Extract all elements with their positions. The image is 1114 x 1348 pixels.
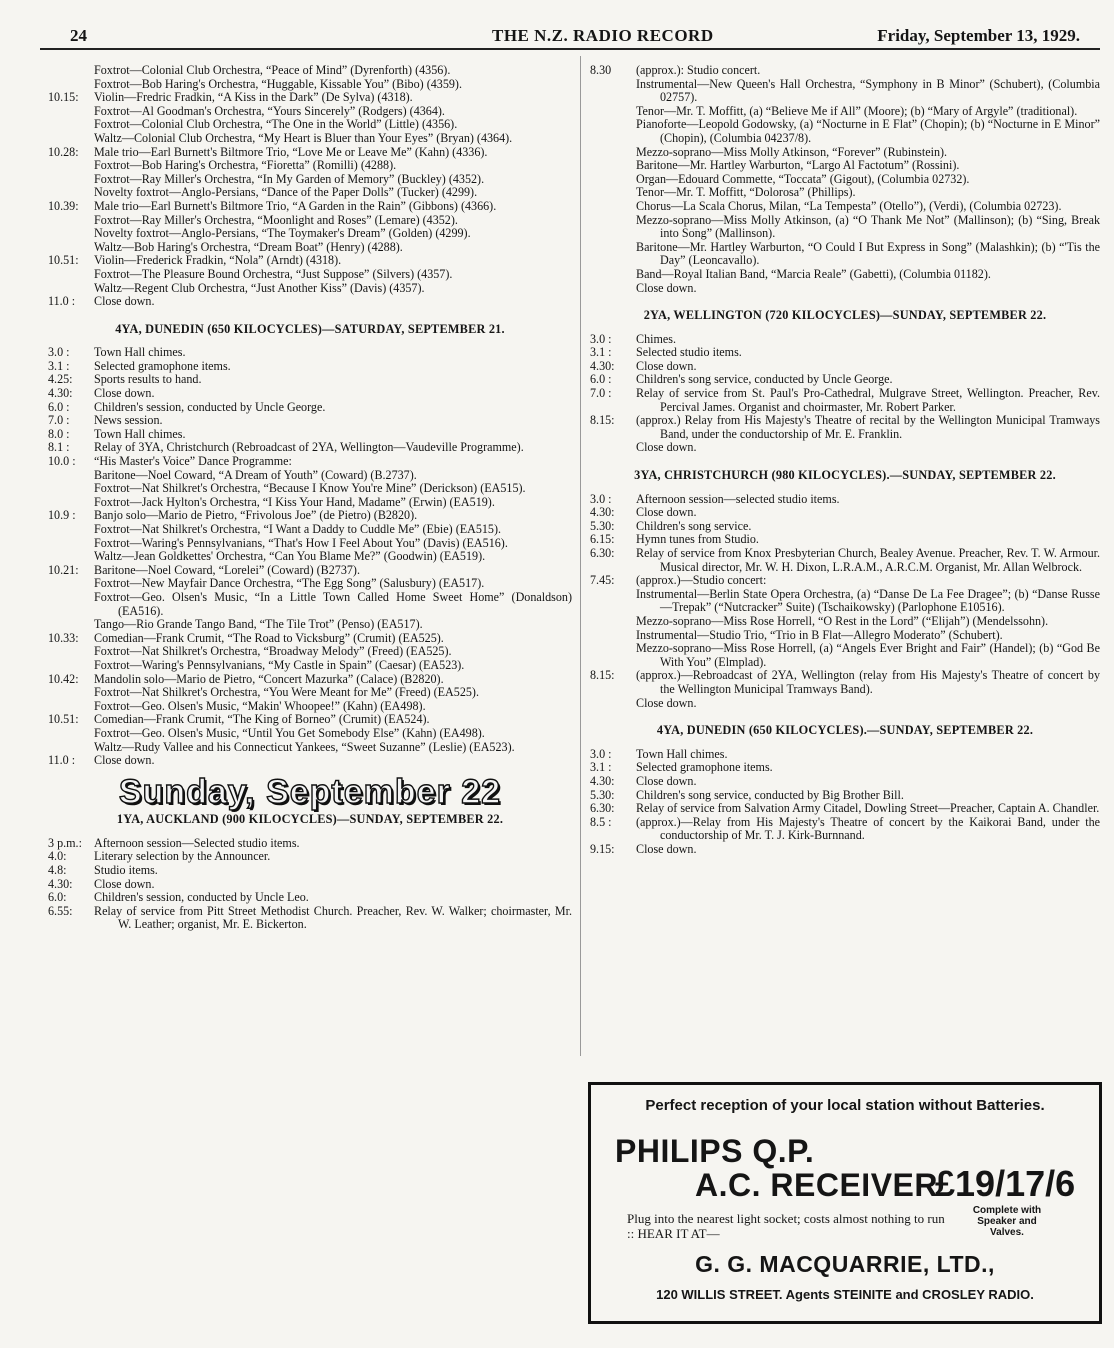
advert-plug-text: Plug into the nearest light socket; costs almost nothing to run :: HEAR IT AT— bbox=[627, 1211, 945, 1241]
entry-line: Foxtrot—The Pleasure Bound Orchestra, “Just Suppose” (Silvers) (4357). bbox=[94, 266, 453, 281]
entry-line: Children's song service, conducted by Big Brother Bill. bbox=[636, 787, 904, 802]
entry-time: 4.0: bbox=[48, 849, 67, 864]
entry-time: 10.51: bbox=[48, 253, 79, 268]
page-header bbox=[40, 22, 1100, 48]
entry-line: Waltz—Jean Goldkettes' Orchestra, “Can You Blame Me?” (Goodwin) (EA519). bbox=[94, 549, 486, 564]
entry-body bbox=[94, 713, 572, 754]
entry-line: Close down. bbox=[636, 440, 697, 455]
entry-line: Relay of service from Salvation Army Citadel, Dowling Street—Preacher, Captain A. Chandler. bbox=[636, 801, 1100, 816]
entry-time: 10.33: bbox=[48, 630, 79, 645]
programme-entry bbox=[48, 254, 572, 295]
programme-entry bbox=[48, 441, 572, 455]
programme-entry bbox=[590, 493, 1100, 507]
entry-line: Foxtrot—Ray Miller's Orchestra, “Moonlight and Roses” (Lemare) (4352). bbox=[94, 212, 458, 227]
entry-line: Foxtrot—Geo. Olsen's Music, “In a Little Town Called Home Sweet Home” (Donaldson) (EA516). bbox=[94, 589, 572, 618]
entry-time: 3.1 : bbox=[590, 345, 612, 360]
station-heading: 4YA, DUNEDIN (650 KILOCYCLES).—SUNDAY, SEPTEMBER 22. bbox=[656, 723, 1034, 738]
entry-time: 6.0: bbox=[48, 890, 67, 905]
programme-entry bbox=[590, 387, 1100, 414]
entry-body bbox=[636, 802, 1100, 816]
programme-entry bbox=[48, 200, 572, 254]
entry-body bbox=[636, 373, 1100, 387]
entry-body bbox=[94, 837, 572, 851]
entry-line: Chimes. bbox=[636, 331, 676, 346]
entry-time: 6.0 : bbox=[48, 399, 70, 414]
entry-line: (approx.) Relay from His Majesty's Theatre of recital by the Wellington Municipal Tramways Band, under the conductorship of Mr. E. Franklin. bbox=[636, 413, 1100, 441]
entry-time: 9.15: bbox=[590, 841, 615, 856]
entry-line: Close down. bbox=[94, 386, 155, 401]
entry-line: Chorus—La Scala Chorus, Milan, “La Tempesta” (Otello”), (Verdi), (Columbia 02723). bbox=[636, 198, 1062, 213]
entry-line: Foxtrot—Jack Hylton's Orchestra, “I Kiss Your Hand, Madame” (Erwin) (EA519). bbox=[94, 494, 495, 509]
entry-time: 6.30: bbox=[590, 801, 615, 816]
entry-time: 8.5 : bbox=[590, 814, 612, 829]
left-column bbox=[48, 64, 572, 932]
entry-time: 10.42: bbox=[48, 671, 79, 686]
programme-entry bbox=[48, 837, 572, 851]
entry-body bbox=[636, 360, 1100, 374]
entry-line: Male trio—Earl Burnett's Biltmore Trio, “Love Me or Leave Me” (Kahn) (4336). bbox=[94, 144, 488, 159]
entry-time: 11.0 : bbox=[48, 753, 76, 768]
entry-time: 4.30: bbox=[48, 876, 73, 891]
programme-entry bbox=[48, 754, 572, 768]
entry-body bbox=[94, 146, 572, 200]
advert-company: G. G. MACQUARRIE, LTD., bbox=[695, 1251, 995, 1277]
entry-body bbox=[636, 346, 1100, 360]
entry-line: Foxtrot—Geo. Olsen's Music, “Makin' Whoopee!” (Kahn) (EA498). bbox=[94, 698, 426, 713]
entry-line: Mandolin solo—Mario de Pietro, “Concert Mazurka” (Calace) (B2820). bbox=[94, 671, 444, 686]
entry-body bbox=[94, 673, 572, 714]
entry-line: Violin—Fredric Fradkin, “A Kiss in the Dark” (De Sylva) (4318). bbox=[94, 90, 413, 105]
programme-entry bbox=[48, 864, 572, 878]
entry-time: 4.25: bbox=[48, 372, 73, 387]
entry-line: Banjo solo—Mario de Pietro, “Frivolous Joe” (de Pietro) (B2820). bbox=[94, 508, 418, 523]
entry-body bbox=[94, 91, 572, 145]
entry-line: Close down. bbox=[636, 280, 697, 295]
entry-line: Foxtrot—Geo. Olsen's Music, “Until You Get Somebody Else” (Kahn) (EA498). bbox=[94, 725, 485, 740]
entry-line: Town Hall chimes. bbox=[94, 345, 186, 360]
programme-entry bbox=[590, 761, 1100, 775]
entry-body bbox=[636, 748, 1100, 762]
entry-body bbox=[94, 295, 572, 309]
entry-line: (approx.)—Rebroadcast of 2YA, Wellington (relay from His Majesty's Theatre of concert by the Wellington Municipal Tramways Band). bbox=[636, 668, 1100, 696]
entry-time: 8.1 : bbox=[48, 440, 70, 455]
programme-entry bbox=[590, 574, 1100, 669]
entry-line: News session. bbox=[94, 413, 163, 428]
entry-line: Hymn tunes from Studio. bbox=[636, 532, 759, 547]
entry-body bbox=[636, 506, 1100, 520]
entry-line: Foxtrot—Nat Shilkret's Orchestra, “I Want a Daddy to Cuddle Me” (Ebie) (EA515). bbox=[94, 522, 502, 536]
entry-body bbox=[636, 775, 1100, 789]
entry-body bbox=[636, 533, 1100, 547]
entry-line: Tango—Rio Grande Tango Band, “The Tile Trot” (Penso) (EA517). bbox=[94, 617, 423, 632]
entry-line: Children's session, conducted by Uncle George. bbox=[94, 399, 326, 414]
entry-body bbox=[94, 850, 572, 864]
station-heading: 3YA, CHRISTCHURCH (980 KILOCYCLES).—SUNDAY, SEPTEMBER 22. bbox=[634, 468, 1056, 483]
entry-line: Selected studio items. bbox=[636, 345, 742, 360]
entry-time: 10.15: bbox=[48, 90, 79, 105]
programme-entry bbox=[48, 401, 572, 415]
entry-time bbox=[48, 64, 94, 91]
programme-entry bbox=[48, 878, 572, 892]
header-rule bbox=[40, 48, 1100, 50]
station-heading: 2YA, WELLINGTON (720 KILOCYCLES)—SUNDAY, SEPTEMBER 22. bbox=[643, 308, 1047, 323]
programme-entry bbox=[590, 789, 1100, 803]
philips-advertisement bbox=[588, 1082, 1102, 1324]
entry-line: Pianoforte—Leopold Godowsky, (a) “Nocturne in E Flat” (Chopin); (b) “Nocturne in E Minor” (Chopin), (Columbia 04237/8). bbox=[636, 117, 1100, 145]
programme-entry bbox=[48, 564, 572, 632]
programme-entry bbox=[48, 373, 572, 387]
entry-line: Children's song service. bbox=[636, 518, 752, 533]
programme-entry bbox=[48, 713, 572, 754]
programme-entry bbox=[48, 632, 572, 673]
entry-body bbox=[94, 414, 572, 428]
entry-body bbox=[94, 864, 572, 878]
entry-line: Instrumental—New Queen's Hall Orchestra, “Symphony in B Minor” (Schubert), (Columbia 02757). bbox=[636, 76, 1100, 105]
entry-line: Town Hall chimes. bbox=[94, 426, 186, 441]
entry-time: 10.39: bbox=[48, 198, 79, 213]
day-banner: Sunday, September 22 bbox=[118, 772, 502, 811]
entry-time: 8.0 : bbox=[48, 426, 70, 441]
entry-time: 7.45: bbox=[590, 573, 615, 588]
entry-line: Mezzo-soprano—Miss Rose Horrell, “O Rest in the Lord” (“Elijah”) (Mendelssohn). bbox=[636, 613, 1049, 628]
entry-line: Novelty foxtrot—Anglo-Persians, “The Toymaker's Dream” (Golden) (4299). bbox=[94, 226, 471, 241]
entry-line: Tenor—Mr. T. Moffitt, (a) “Believe Me if All” (Moore); (b) “Mary of Argyle” (traditional). bbox=[636, 103, 1078, 118]
entry-line: Relay of service from Knox Presbyterian Church, Bealey Avenue. Preacher, Rev. T. W. Armour. Musical director, Mr. W. H. Dixon, L.R.A.M., A.R.C.M. Organist, Mr. Allan Welbrock. bbox=[636, 546, 1100, 574]
programme-entry bbox=[48, 905, 572, 932]
entry-time: 3.0 : bbox=[590, 491, 612, 506]
entry-time: 10.28: bbox=[48, 144, 79, 159]
programme-entry bbox=[590, 520, 1100, 534]
programme-entry bbox=[48, 891, 572, 905]
entry-line: (approx.): Studio concert. bbox=[636, 63, 761, 77]
programme-entry bbox=[48, 455, 572, 509]
entry-time: 7.0 : bbox=[48, 413, 70, 428]
entry-body bbox=[94, 509, 572, 563]
entry-line: Afternoon session—Selected studio items. bbox=[94, 835, 300, 850]
advert-product-line1: PHILIPS Q.P. bbox=[615, 1133, 815, 1169]
station-heading: 1YA, AUCKLAND (900 KILOCYCLES)—SUNDAY, SEPTEMBER 22. bbox=[116, 812, 504, 827]
programme-entry bbox=[48, 146, 572, 200]
programme-entry bbox=[48, 91, 572, 145]
entry-body bbox=[94, 564, 572, 632]
entry-line: Band—Royal Italian Band, “Marcia Reale” (Gabetti), (Columbia 01182). bbox=[636, 266, 991, 281]
entry-time: 4.30: bbox=[590, 358, 615, 373]
advert-product-line2: A.C. RECEIVER bbox=[695, 1167, 938, 1203]
entry-line: Baritone—Mr. Hartley Warburton, “Largo Al Factotum” (Rossini). bbox=[636, 158, 960, 173]
entry-time: 8.15: bbox=[590, 413, 615, 428]
entry-body bbox=[636, 387, 1100, 414]
entry-line: Foxtrot—New Mayfair Dance Orchestra, “The Egg Song” (Salusbury) (EA517). bbox=[94, 576, 485, 591]
entry-line: Foxtrot—Colonial Club Orchestra, “Peace of Mind” (Dyrenforth) (4356). bbox=[94, 63, 451, 77]
entry-body bbox=[636, 843, 1100, 857]
entry-body bbox=[636, 789, 1100, 803]
entry-time: 3.0 : bbox=[590, 746, 612, 761]
entry-body bbox=[94, 891, 572, 905]
entry-time: 6.30: bbox=[590, 546, 615, 560]
entry-body bbox=[636, 574, 1100, 669]
entry-line: Foxtrot—Waring's Pennsylvanians, “That's How I Feel About You” (Davis) (EA516). bbox=[94, 535, 508, 550]
entry-line: Afternoon session—selected studio items. bbox=[636, 491, 840, 506]
entry-body bbox=[94, 428, 572, 442]
entry-time: 4.30: bbox=[590, 505, 615, 520]
entry-line: Foxtrot—Bob Haring's Orchestra, “Huggable, Kissable You” (Bibo) (4359). bbox=[94, 76, 462, 91]
advert-tagline: Perfect reception of your local station without Batteries. bbox=[645, 1097, 1045, 1114]
entry-line: Literary selection by the Announcer. bbox=[94, 849, 271, 864]
entry-time: 10.9 : bbox=[48, 508, 76, 523]
programme-entry bbox=[48, 414, 572, 428]
entry-body bbox=[94, 64, 572, 91]
entry-body bbox=[94, 254, 572, 295]
entry-line: Comedian—Frank Crumit, “The King of Borneo” (Crumit) (EA524). bbox=[94, 712, 430, 727]
entry-time: 3.1 : bbox=[48, 358, 70, 373]
entry-body bbox=[636, 761, 1100, 775]
entry-line: Foxtrot—Nat Shilkret's Orchestra, “You Were Meant for Me” (Freed) (EA525). bbox=[94, 685, 479, 700]
entry-line: “His Master's Voice” Dance Programme: bbox=[94, 454, 292, 469]
programme-entry bbox=[590, 802, 1100, 816]
programme-entry bbox=[590, 533, 1100, 547]
entry-time: 7.0 : bbox=[590, 386, 612, 401]
entry-line: Sports results to hand. bbox=[94, 372, 202, 387]
entry-time: 10.51: bbox=[48, 712, 79, 727]
entry-line: Waltz—Regent Club Orchestra, “Just Another Kiss” (Davis) (4357). bbox=[94, 280, 425, 295]
entry-body bbox=[636, 333, 1100, 347]
entry-line: Violin—Frederick Fradkin, “Nola” (Arndt) (4318). bbox=[94, 253, 342, 268]
programme-entry bbox=[590, 333, 1100, 347]
entry-time: 10.0 : bbox=[48, 454, 76, 469]
entry-line: Close down. bbox=[636, 773, 697, 788]
entry-body bbox=[94, 632, 572, 673]
entry-body bbox=[636, 816, 1100, 843]
entry-line: Close down. bbox=[94, 876, 155, 891]
entry-time: 10.21: bbox=[48, 562, 79, 577]
entry-line: (approx.)—Studio concert: bbox=[636, 573, 767, 588]
entry-body bbox=[636, 414, 1100, 455]
entry-line: Waltz—Colonial Club Orchestra, “My Heart is Bluer than Your Eyes” (Bryan) (4364). bbox=[94, 130, 513, 145]
entry-time: 3.1 : bbox=[590, 760, 612, 775]
entry-line: Instrumental—Berlin State Opera Orchestra, (a) “Danse De La Fee Dragee”; (b) “Danse Russe—Trepak” (“Nutcracker” Suite) (Tschaikowsky) (Parlophone E10516). bbox=[636, 586, 1100, 615]
programme-entry bbox=[48, 387, 572, 401]
entry-time: 4.8: bbox=[48, 863, 67, 878]
entry-line: (approx.)—Relay from His Majesty's Theatre of concert by the Kaikorai Band, under the conductorship of Mr. T. J. Kirk-Burnnand. bbox=[636, 814, 1100, 843]
entry-line: Town Hall chimes. bbox=[636, 746, 728, 761]
entry-line: Selected gramophone items. bbox=[94, 358, 231, 373]
entry-time: 6.15: bbox=[590, 532, 615, 547]
entry-body bbox=[94, 346, 572, 360]
entry-time: 6.0 : bbox=[590, 372, 612, 387]
entry-time: 4.30: bbox=[590, 773, 615, 788]
entry-line: Male trio—Earl Burnett's Biltmore Trio, “A Garden in the Rain” (Gibbons) (4366). bbox=[94, 198, 497, 213]
entry-line: Foxtrot—Waring's Pennsylvanians, “My Castle in Spain” (Caesar) (EA523). bbox=[94, 657, 465, 672]
entry-line: Close down. bbox=[636, 841, 697, 856]
entry-line: Baritone—Noel Coward, “A Dream of Youth” (Coward) (B.2737). bbox=[94, 467, 417, 482]
right-column bbox=[590, 64, 1100, 856]
entry-body bbox=[94, 905, 572, 932]
advert-address: 120 WILLIS STREET. Agents STEINITE and CROSLEY RADIO. bbox=[656, 1287, 1034, 1302]
entry-line: Waltz—Bob Haring's Orchestra, “Dream Boat” (Henry) (4288). bbox=[94, 239, 403, 254]
programme-entry bbox=[590, 506, 1100, 520]
entry-time: 11.0 : bbox=[48, 294, 76, 309]
programme-entry bbox=[590, 414, 1100, 455]
entry-time: 8.15: bbox=[590, 668, 615, 683]
advert-complete-text: Complete with Speaker and Valves. bbox=[972, 1205, 1042, 1238]
entry-line: Foxtrot—Ray Miller's Orchestra, “In My Garden of Memory” (Buckley) (4352). bbox=[94, 171, 485, 186]
entry-line: Close down. bbox=[636, 695, 697, 710]
entry-body bbox=[94, 754, 572, 768]
entry-body bbox=[636, 493, 1100, 507]
entry-line: Waltz—Rudy Vallee and his Connecticut Yankees, “Sweet Suzanne” (Leslie) (EA523). bbox=[94, 739, 515, 754]
entry-line: Relay of service from St. Paul's Pro-Cathedral, Mulgrave Street, Wellington. Preacher, Rev. Percival James. Organist and choirmaster, Mr. Robert Parker. bbox=[636, 386, 1100, 414]
entry-body bbox=[94, 878, 572, 892]
programme-entry bbox=[590, 748, 1100, 762]
programme-entry bbox=[48, 850, 572, 864]
entry-time: 4.30: bbox=[48, 386, 73, 401]
entry-time: 3 p.m.: bbox=[48, 835, 82, 850]
programme-entry bbox=[48, 509, 572, 563]
entry-line: Mezzo-soprano—Miss Rose Horrell, (a) “Angels Ever Bright and Fair” (Handel); (b) “God Be With You” (Elmplad). bbox=[636, 641, 1100, 669]
entry-line: Foxtrot—Nat Shilkret's Orchestra, “Broadway Melody” (Freed) (EA525). bbox=[94, 644, 452, 659]
entry-time: 8.30 bbox=[590, 63, 612, 77]
entry-time: 6.55: bbox=[48, 903, 73, 918]
programme-entry bbox=[590, 843, 1100, 857]
publication-title: THE N.Z. RADIO RECORD bbox=[492, 26, 714, 45]
entry-body bbox=[636, 520, 1100, 534]
programme-entry bbox=[48, 673, 572, 714]
entry-line: Foxtrot—Nat Shilkret's Orchestra, “Because I Know You're Mine” (Derickson) (EA515). bbox=[94, 481, 526, 496]
entry-time: 3.0 : bbox=[48, 345, 70, 360]
entry-body bbox=[94, 441, 572, 455]
programme-entry bbox=[590, 346, 1100, 360]
programme-entry bbox=[48, 346, 572, 360]
programme-entry bbox=[590, 373, 1100, 387]
issue-date: Friday, September 13, 1929. bbox=[877, 26, 1080, 45]
column-divider bbox=[580, 56, 581, 1056]
entry-line: Foxtrot—Colonial Club Orchestra, “The One in the World” (Little) (4356). bbox=[94, 117, 458, 132]
programme-entry bbox=[48, 428, 572, 442]
advert-price: £19/17/6 bbox=[935, 1163, 1076, 1204]
entry-line: Children's song service, conducted by Uncle George. bbox=[636, 372, 893, 387]
entry-line: Selected gramophone items. bbox=[636, 760, 773, 775]
station-heading: 4YA, DUNEDIN (650 KILOCYCLES)—SATURDAY, SEPTEMBER 21. bbox=[115, 321, 505, 336]
programme-entry bbox=[590, 64, 1100, 295]
programme-entry bbox=[48, 64, 572, 91]
entry-body bbox=[636, 669, 1100, 710]
entry-time: 5.30: bbox=[590, 518, 615, 533]
entry-line: Foxtrot—Al Goodman's Orchestra, “Yours Sincerely” (Rodgers) (4364). bbox=[94, 103, 445, 118]
entry-line: Close down. bbox=[94, 753, 155, 768]
entry-line: Baritone—Noel Coward, “Lorelei” (Coward) (B2737). bbox=[94, 562, 360, 577]
entry-body bbox=[636, 64, 1100, 295]
entry-body bbox=[636, 547, 1100, 574]
programme-entry bbox=[590, 360, 1100, 374]
entry-body bbox=[94, 455, 572, 509]
entry-body bbox=[94, 401, 572, 415]
programme-entry bbox=[48, 295, 572, 309]
programme-entry bbox=[590, 669, 1100, 710]
entry-line: Organ—Edouard Commette, “Toccata” (Gigout), (Columbia 02732). bbox=[636, 171, 970, 186]
entry-line: Children's session, conducted by Uncle Leo. bbox=[94, 890, 309, 905]
programme-entry bbox=[590, 816, 1100, 843]
programme-entry bbox=[590, 775, 1100, 789]
programme-entry bbox=[590, 547, 1100, 574]
entry-line: Mezzo-soprano—Miss Molly Atkinson, (a) “O Thank Me Not” (Mallinson); (b) “Sing, Break into Song” (Mallinson). bbox=[636, 212, 1100, 241]
entry-body bbox=[94, 200, 572, 254]
entry-line: Mezzo-soprano—Miss Molly Atkinson, “Forever” (Rubinstein). bbox=[636, 144, 948, 159]
entry-line: Novelty foxtrot—Anglo-Persians, “Dance of the Paper Dolls” (Tucker) (4299). bbox=[94, 185, 478, 200]
entry-line: Close down. bbox=[636, 358, 697, 373]
entry-line: Baritone—Mr. Hartley Warburton, “O Could I But Express in Song” (Malashkin); (b) “'Tis the Day” (Leoncavallo). bbox=[636, 239, 1100, 268]
entry-line: Close down. bbox=[94, 294, 155, 309]
entry-line: Tenor—Mr. T. Moffitt, “Dolorosa” (Phillips). bbox=[636, 185, 856, 200]
entry-line: Close down. bbox=[636, 505, 697, 520]
page-number: 24 bbox=[70, 26, 87, 45]
entry-time: 5.30: bbox=[590, 787, 615, 802]
entry-body bbox=[94, 373, 572, 387]
programme-entry bbox=[48, 360, 572, 374]
entry-line: Foxtrot—Bob Haring's Orchestra, “Fioretta” (Romilli) (4288). bbox=[94, 158, 397, 173]
entry-line: Relay of 3YA, Christchurch (Rebroadcast of 2YA, Wellington—Vaudeville Programme). bbox=[94, 440, 524, 455]
entry-line: Comedian—Frank Crumit, “The Road to Vicksburg” (Crumit) (EA525). bbox=[94, 630, 444, 645]
entry-time: 3.0 : bbox=[590, 331, 612, 346]
entry-body bbox=[94, 360, 572, 374]
entry-body bbox=[94, 387, 572, 401]
entry-line: Relay of service from Pitt Street Methodist Church. Preacher, Rev. W. Walker; choirmaster, Mr. W. Leather; organist, Mr. E. Bickerton. bbox=[94, 903, 572, 932]
entry-line: Instrumental—Studio Trio, “Trio in B Flat—Allegro Moderato” (Schubert). bbox=[636, 627, 1003, 642]
entry-line: Studio items. bbox=[94, 863, 158, 878]
